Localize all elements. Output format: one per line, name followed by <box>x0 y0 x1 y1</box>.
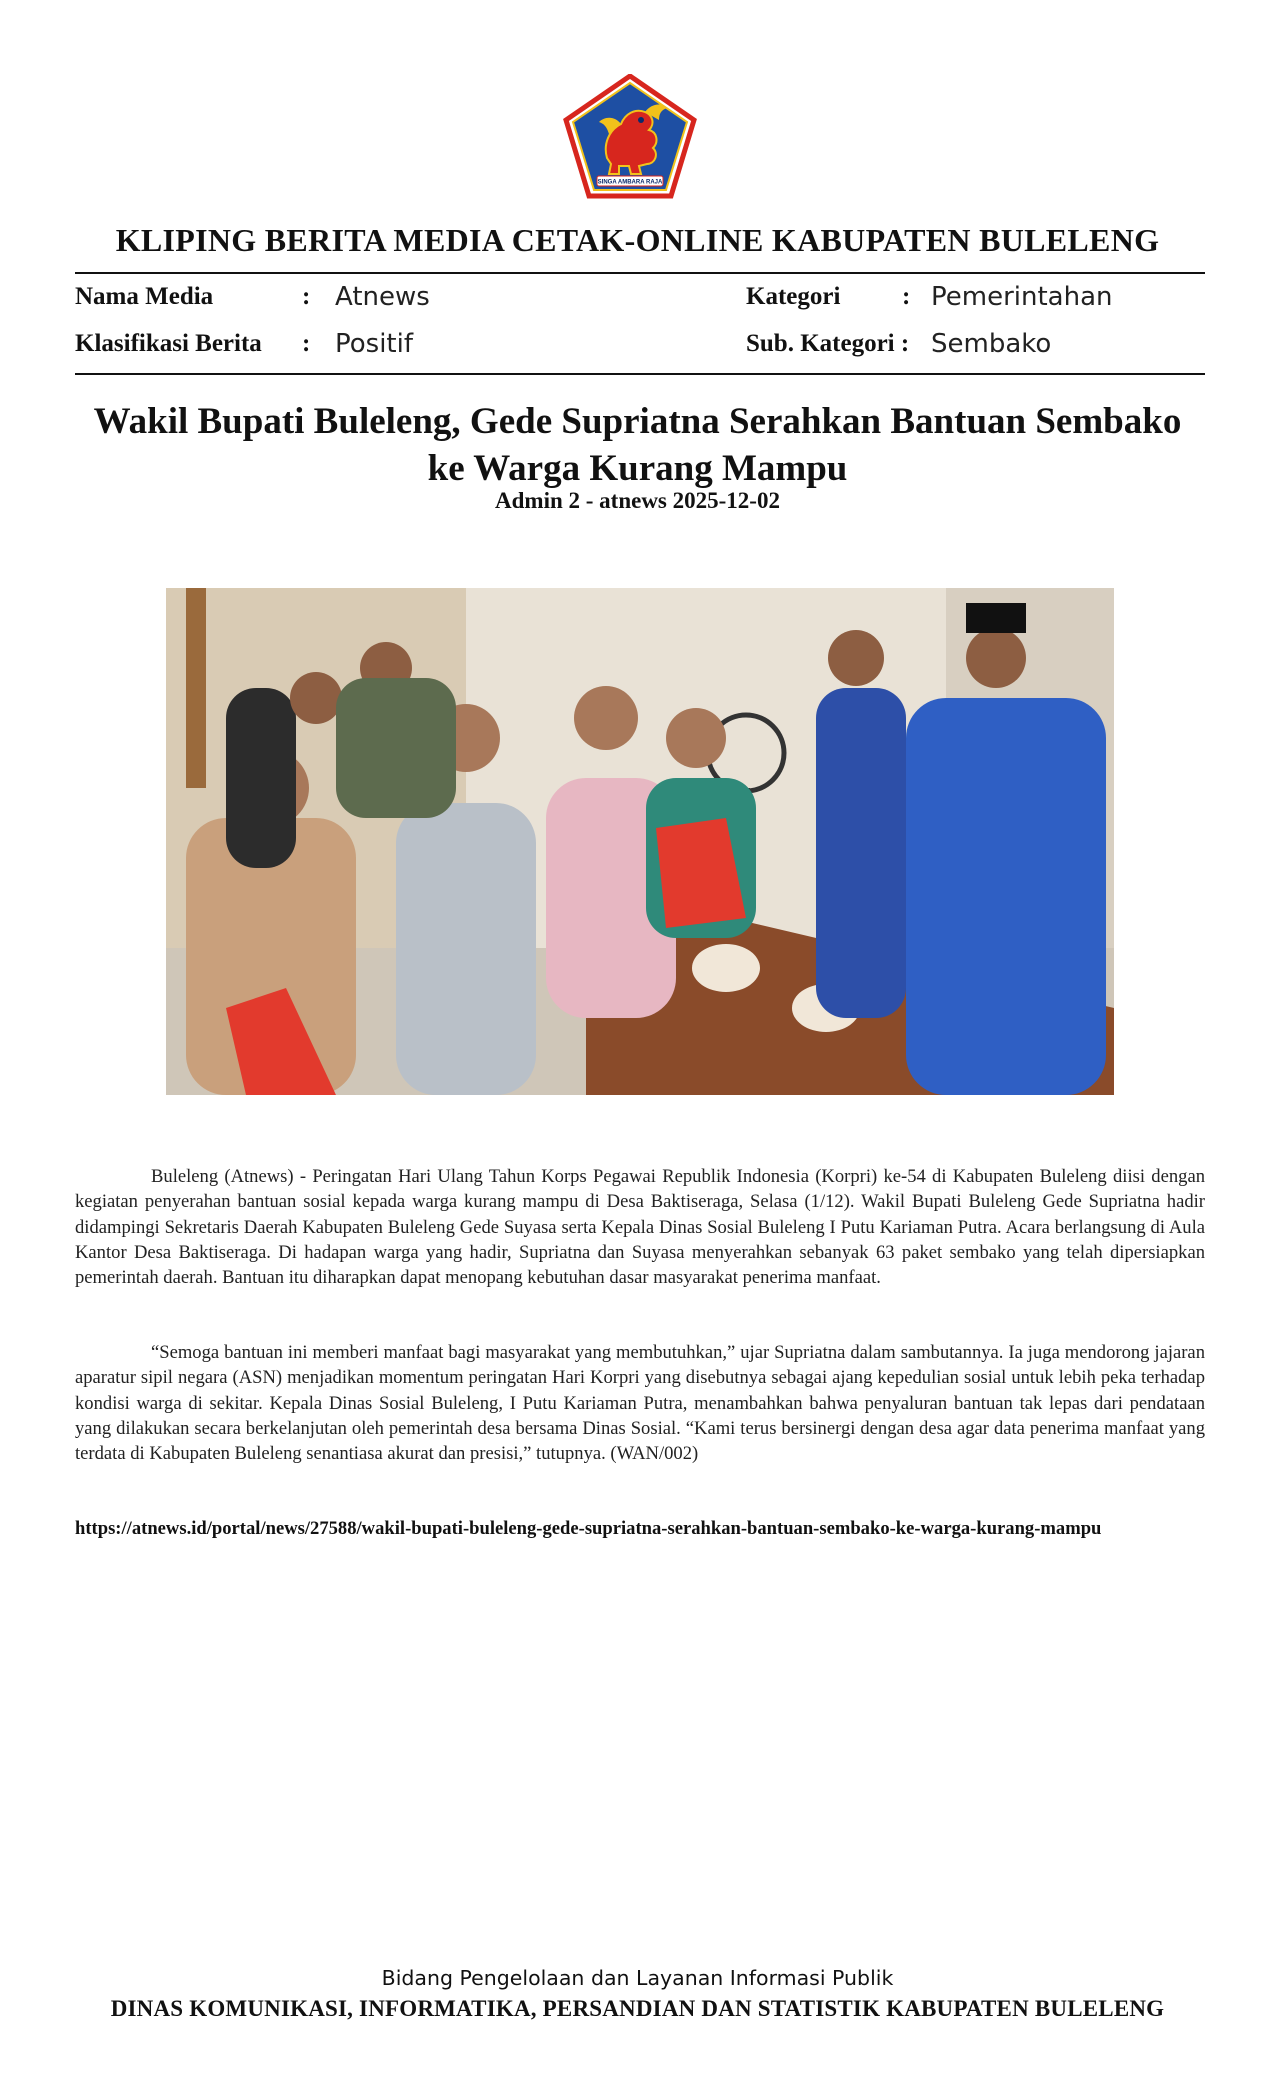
document-title: KLIPING BERITA MEDIA CETAK-ONLINE KABUPATEN BULELENG <box>115 222 1160 258</box>
subcategory-label: Sub. Kategori : <box>746 330 910 357</box>
classification-colon: : <box>302 330 311 357</box>
classification-label: Klasifikasi Berita <box>75 330 262 357</box>
article-headline: Wakil Bupati Buleleng, Gede Supriatna Serahkan Bantuan Sembako ke Warga Kurang Mampu <box>93 401 1182 489</box>
media-name-value: Atnews <box>335 282 430 312</box>
classification-value: Positif <box>335 329 413 359</box>
source-url-link[interactable]: https://atnews.id/portal/news/27588/wakil-bupati-buleleng-gede-supriatna-serahkan-bantuan-sembako-ke-warga-kurang-mampu <box>75 1518 1102 1539</box>
subcategory-value: Sembako <box>931 329 1052 359</box>
emblem-graphic <box>563 74 697 200</box>
footer-agency: DINAS KOMUNIKASI, INFORMATIKA, PERSANDIAN DAN STATISTIK KABUPATEN BULELENG <box>110 1996 1165 2021</box>
article-byline: Admin 2 - atnews 2025-12-02 <box>495 488 780 513</box>
header-divider-top <box>75 272 1205 274</box>
media-name-colon: : <box>302 283 311 310</box>
buleleng-regency-emblem-icon <box>563 74 697 200</box>
category-value: Pemerintahan <box>931 282 1113 312</box>
category-colon: : <box>902 283 911 310</box>
media-name-label: Nama Media <box>75 283 214 310</box>
article-paragraph: “Semoga bantuan ini memberi manfaat bagi masyarakat yang membutuhkan,” ujar Supriatna dalam sambutannya. Ia juga mendorong jajaran aparatur sipil negara (ASN) menjadikan momentum peringatan Hari Korpri yang disebutnya sebagai ajang kepedulian sosial untuk lebih peka terhadap kondisi warga di sekitar. Kepala Dinas Sosial Buleleng, I Putu Kariaman Putra, menambahkan bahwa penyaluran bantuan tak lepas dari pendataan yang dilakukan secara berkelanjutan oleh pemerintah desa bersama Dinas Sosial. “Kami terus bersinergi dengan desa agar data penerima manfaat yang terdata di Kabupaten Buleleng senantiasa akurat dan presisi,” tutupnya. (WAN/002) <box>75 1342 1205 1465</box>
news-photo-icon <box>166 588 1114 1095</box>
news-photo-graphic <box>166 588 1114 1095</box>
emblem-motto: SINGA AMBARA RAJA <box>597 179 663 186</box>
header-divider-bottom <box>75 373 1205 375</box>
footer-department: Bidang Pengelolaan dan Layanan Informasi Publik <box>381 1966 894 1990</box>
article-paragraph: Buleleng (Atnews) - Peringatan Hari Ulang Tahun Korps Pegawai Republik Indonesia (Korpri) ke-54 di Kabupaten Buleleng diisi dengan kegiatan penyerahan bantuan sosial kepada warga kurang mampu di Desa Baktiseraga, Selasa (1/12). Wakil Bupati Buleleng Gede Supriatna hadir didampingi Sekretaris Daerah Kabupaten Buleleng Gede Suyasa serta Kepala Dinas Sosial Buleleng I Putu Kariaman Putra. Acara berlangsung di Aula Kantor Desa Baktiseraga. Di hadapan warga yang hadir, Supriatna dan Suyasa menyerahkan sebanyak 63 paket sembako yang telah dipersiapkan pemerintah daerah. Bantuan itu diharapkan dapat menopang kebutuhan dasar masyarakat penerima manfaat. <box>75 1166 1205 1289</box>
category-label: Kategori <box>746 283 841 310</box>
